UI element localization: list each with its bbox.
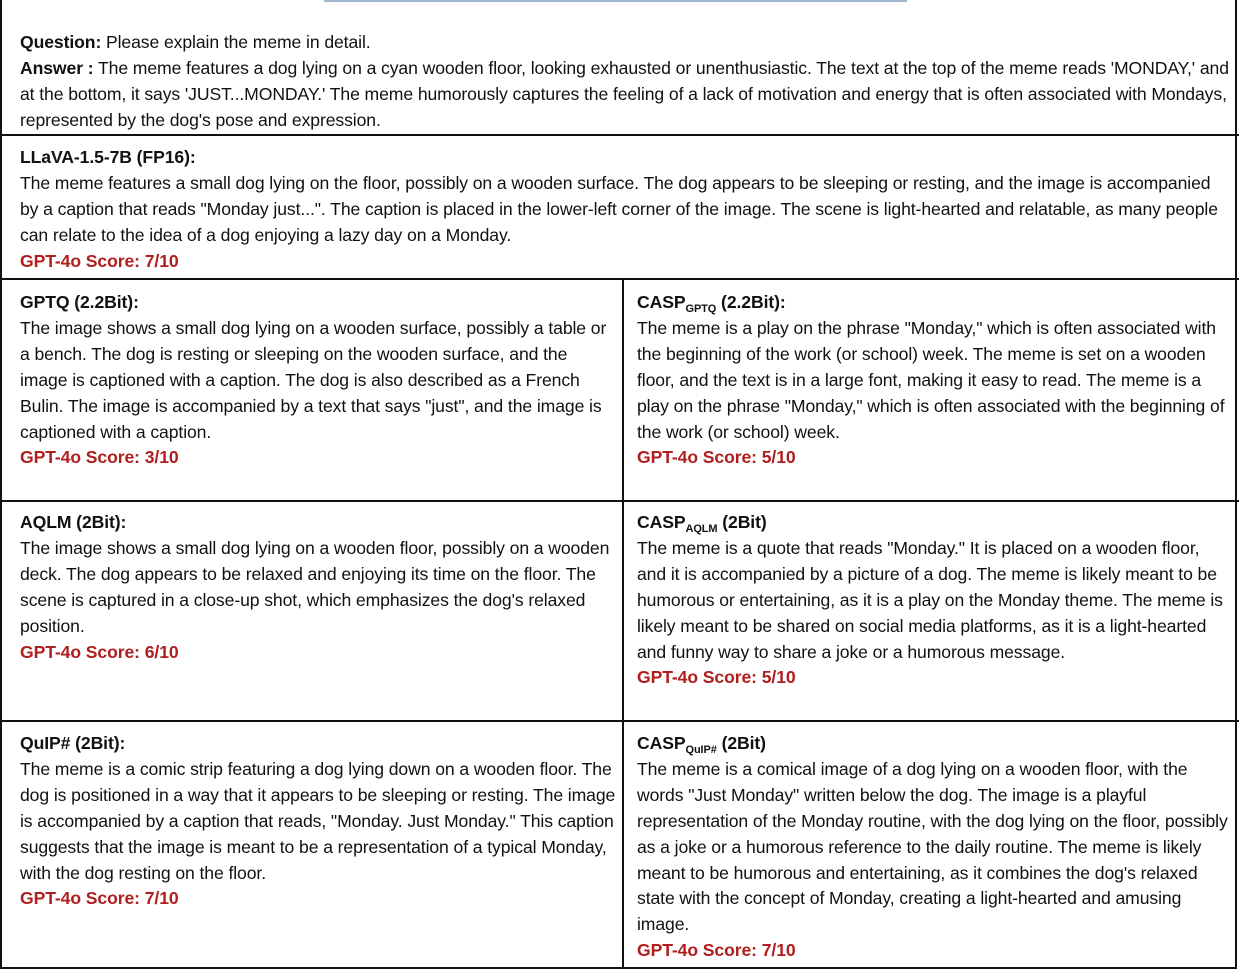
gptq-score: GPT-4o Score: 3/10 (20, 447, 179, 468)
casp-aqlm-cell (619, 510, 1239, 691)
baseline-title: LLaVA-1.5-7B (FP16): (20, 147, 196, 167)
divider-row1 (2, 500, 1239, 502)
question-label: Question: (20, 32, 102, 52)
casp-quip-title-main: CASP (637, 733, 686, 753)
aqlm-text: The image shows a small dog lying on a wooden floor, possibly on a wooden deck. The dog appears to be relaxed and enjoying its time on the floor. The scene is captured in a close-up shot, which emphasizes the dog's relaxed position. (20, 537, 610, 636)
casp-quip-text: The meme is a comical image of a dog lying on a wooden floor, with the words "Just Monday" written below the dog. The image is a playful representation of the Monday routine, with the dog lying on the floor, possibly as a joke or a humorous reference to the daily routine. The meme is likely meant to be humorous and entertaining, as it combines the dog's relaxed state with the concept of Monday, creating a light-hearted and amusing image. (637, 758, 1228, 935)
gptq-title: GPTQ (2.2Bit): (20, 292, 139, 312)
casp-quip-cell (619, 731, 1239, 964)
divider-intro (2, 134, 1239, 136)
casp-gptq-title-suffix: (2.2Bit): (716, 292, 786, 312)
answer-label: Answer : (20, 57, 94, 78)
quip-score: GPT-4o Score: 7/10 (20, 888, 179, 909)
casp-gptq-title (637, 290, 1233, 316)
casp-gptq-text: The meme is a play on the phrase "Monday," which is often associated with the beginning of the work (or school) week. The meme is set on a wooden floor, and the text is in a large font, making it easy to read. The meme is a play on the phrase "Monday," which is often associated with the beginning of the work (or school) week. (637, 317, 1225, 442)
divider-row2 (2, 720, 1239, 722)
aqlm-title: AQLM (2Bit): (20, 512, 127, 532)
casp-aqlm-text: The meme is a quote that reads "Monday." It is placed on a wooden floor, and it is accompanied by a picture of a dog. The meme is likely meant to be humorous or entertaining, as it is a play on the Monday theme. The meme is likely meant to be shared on social media platforms, as it is a light-hearted and funny way to share a joke or a humorous message. (637, 537, 1223, 662)
casp-aqlm-title-sub: AQLM (685, 523, 718, 535)
casp-gptq-cell (619, 290, 1239, 471)
casp-quip-score: GPT-4o Score: 7/10 (637, 940, 796, 961)
casp-quip-title-sub: QuIP# (685, 744, 717, 756)
gptq-cell (2, 290, 622, 471)
gptq-text: The image shows a small dog lying on a wooden surface, possibly a table or a bench. The dog is resting or sleeping on the wooden surface, and the image is captioned with a caption. The dog is also described as a French Bulin. The image is accompanied by a text that says "just", and the image is captioned with a caption. (20, 317, 607, 442)
casp-quip-title (637, 731, 1233, 757)
quip-text: The meme is a comic strip featuring a dog lying down on a wooden floor. The dog is positioned in a way that it appears to be sleeping or resting. The image is accompanied by a caption that reads, "Monday. Just Monday." This caption suggests that the image is meant to be a representation of a typical Monday, with the dog resting on the floor. (20, 758, 616, 883)
baseline-cell (2, 145, 1237, 275)
casp-gptq-title-sub: GPTQ (685, 303, 717, 315)
casp-aqlm-title-main: CASP (637, 512, 686, 532)
casp-gptq-title-main: CASP (637, 292, 686, 312)
casp-aqlm-title (637, 510, 1233, 536)
baseline-text: The meme features a small dog lying on the floor, possibly on a wooden surface. The dog appears to be sleeping or resting, and the image is accompanied by a caption that reads "Monday just...". The caption is placed in the lower-left corner of the image. The scene is light-hearted and relatable, as many people can relate to the idea of a dog enjoying a lazy day on a Monday. (20, 172, 1218, 245)
quip-cell (2, 731, 622, 912)
casp-aqlm-title-suffix: (2Bit) (717, 512, 767, 532)
intro-cell (2, 30, 1237, 134)
question-text: Please explain the meme in detail. (101, 32, 371, 52)
aqlm-cell (2, 510, 622, 665)
casp-aqlm-score: GPT-4o Score: 5/10 (637, 667, 796, 688)
casp-quip-title-suffix: (2Bit) (716, 733, 766, 753)
quip-title: QuIP# (2Bit): (20, 733, 126, 753)
aqlm-score: GPT-4o Score: 6/10 (20, 641, 179, 662)
divider-baseline (2, 278, 1239, 280)
answer-text: The meme features a dog lying on a cyan wooden floor, looking exhausted or unenthusiastic. The text at the top of the meme reads 'MONDAY,' and at the bottom, it says 'JUST...MONDAY.' The meme humorously captures the feeling of a lack of motivation and energy that is often associated with Mondays, represented by the dog's pose and expression. (20, 57, 1229, 130)
baseline-score: GPT-4o Score: 7/10 (20, 250, 179, 271)
casp-gptq-score: GPT-4o Score: 5/10 (637, 447, 796, 468)
